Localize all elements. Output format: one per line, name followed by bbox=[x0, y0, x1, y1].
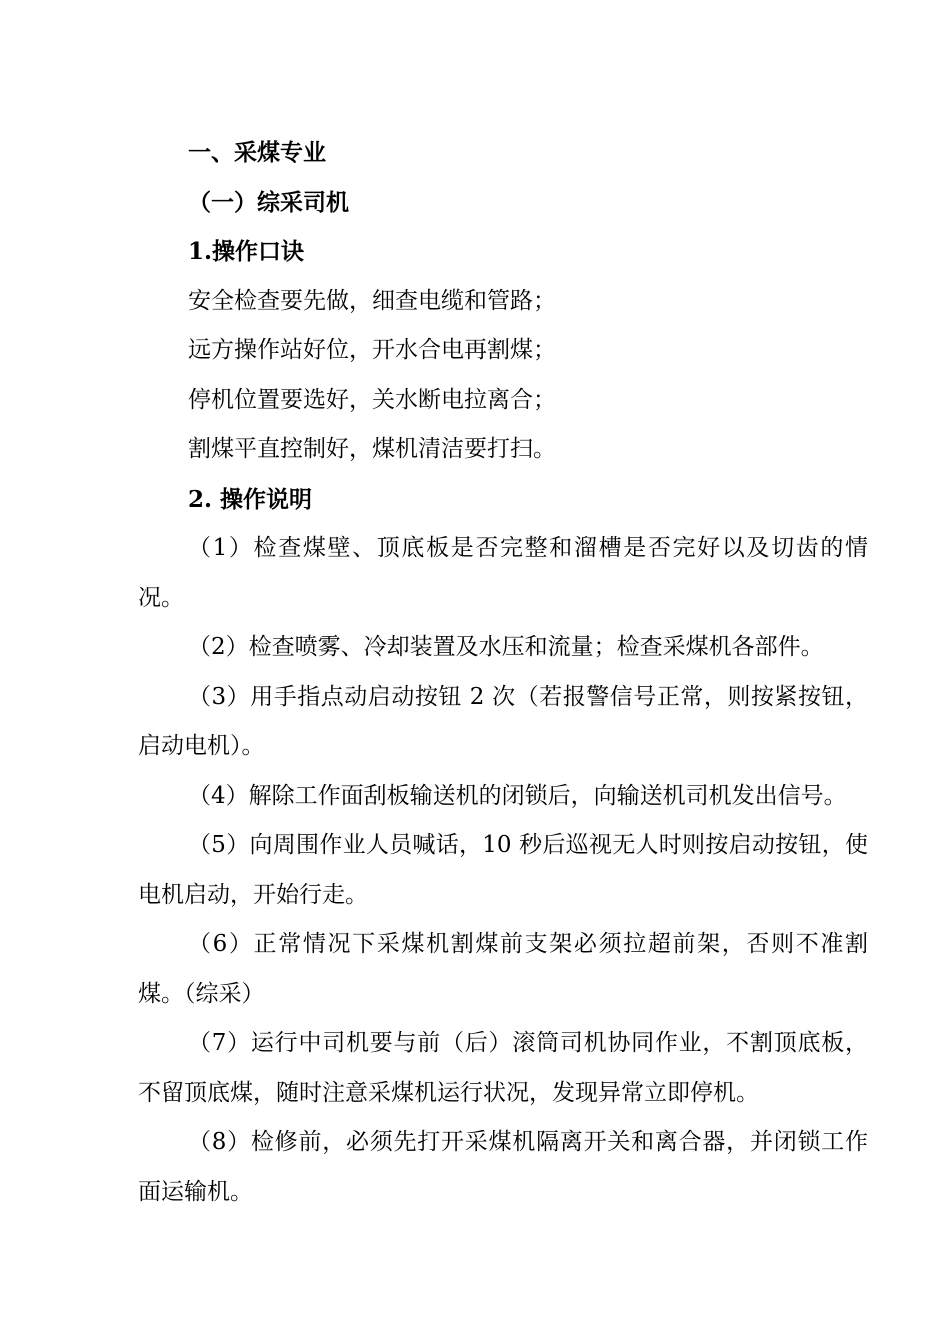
instruction-item: （1）检查煤壁、顶底板是否完整和溜槽是否完好以及切齿的情况。 bbox=[138, 535, 868, 611]
document-body bbox=[138, 128, 868, 1217]
instruction-item: （3）用手指点动启动按钮 2 次（若报警信号正常，则按紧按钮，启动电机）。 bbox=[138, 683, 868, 759]
verse-line: 安全检查要先做，细查电缆和管路； bbox=[188, 287, 556, 314]
instruction-item: （5）向周围作业人员喊话，10 秒后巡视无人时则按启动按钮，使电机启动，开始行走。 bbox=[138, 832, 868, 908]
section-title: 一、采煤专业 bbox=[188, 139, 326, 166]
verse-line: 割煤平直控制好，煤机清洁要打扫。 bbox=[188, 436, 556, 462]
instructions-heading: 2. 操作说明 bbox=[188, 485, 313, 513]
instruction-item: （8）检修前，必须先打开采煤机隔离开关和离合器，并闭锁工作面运输机。 bbox=[138, 1129, 868, 1205]
instruction-item: （2）检查喷雾、冷却装置及水压和流量；检查采煤机各部件。 bbox=[188, 634, 824, 660]
verse-line: 停机位置要选好，关水断电拉离合； bbox=[188, 386, 556, 413]
verse-line: 远方操作站好位，开水合电再割煤； bbox=[188, 337, 556, 363]
section-subtitle: （一）综采司机 bbox=[188, 188, 349, 216]
instruction-item: （7）运行中司机要与前（后）滚筒司机协同作业，不割顶底板，不留顶底煤，随时注意采煤机运行状况，发现异常立即停机。 bbox=[138, 1030, 868, 1106]
instruction-item: （6）正常情况下采煤机割煤前支架必须拉超前架，否则不准割煤。（综采） bbox=[138, 931, 868, 1007]
instruction-item: （4）解除工作面刮板输送机的闭锁后，向输送机司机发出信号。 bbox=[188, 782, 847, 809]
verse-heading: 1.操作口诀 bbox=[188, 238, 305, 265]
